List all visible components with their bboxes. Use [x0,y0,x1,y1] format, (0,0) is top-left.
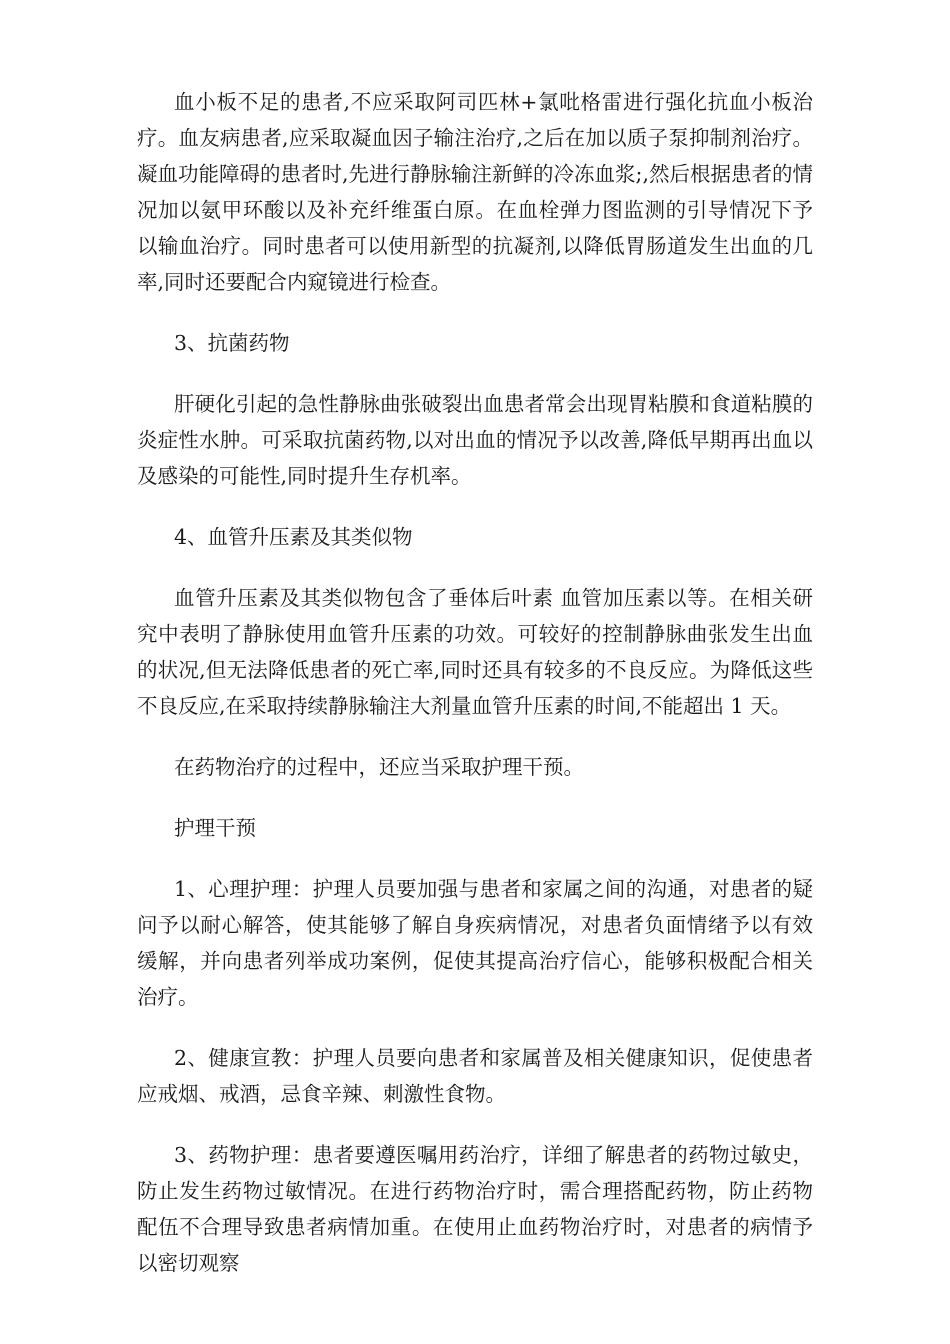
heading-nursing-intervention: 护理干预 [174,816,256,840]
paragraph-health-education: 2、健康宣教：护理人员要向患者和家属普及相关健康知识，促使患者应戒烟、戒酒，忌食辛辣、刺激性食物。 [137,1046,813,1106]
paragraph-medication-care: 3、药物护理：患者要遵医嘱用药治疗，详细了解患者的药物过敏史，防止发生药物过敏情况。在进行药物治疗时，需合理搭配药物，防止药物配伍不合理导致患者病情加重。在使用止血药物治疗时，对患者的病情予以密切观察 [137,1143,813,1275]
paragraph-hemostasis-treatment: 血小板不足的患者,不应采取阿司匹林+氯吡格雷进行强化抗血小板治疗。血友病患者,应采取凝血因子输注治疗,之后在加以质子泵抑制剂治疗。凝血功能障碍的患者时,先进行静脉输注新鲜的冷冻血浆;,然后根据患者的情况加以氨甲环酸以及补充纤维蛋白原。在血栓弹力图监测的引导情况下予以输血治疗。同时患者可以使用新型的抗凝剂,以降低胃肠道发生出血的几率,同时还要配合内窥镜进行检查。 [137,90,813,294]
paragraph-nursing-intro: 在药物治疗的过程中，还应当采取护理干预。 [174,755,584,779]
document-body [137,84,813,1306]
heading-vasopressin: 4、血管升压素及其类似物 [174,525,413,549]
heading-antibacterial-drugs: 3、抗菌药物 [174,331,290,355]
paragraph-vasopressin: 血管升压素及其类似物包含了垂体后叶素 血管加压素以等。在相关研究中表明了静脉使用血管升压素的功效。可较好的控制静脉曲张发生出血的状况,但无法降低患者的死亡率,同时还具有较多的不良反应。为降低这些不良反应,在采取持续静脉输注大剂量血管升压素的时间,不能超出 1 天。 [137,586,813,718]
paragraph-psychological-care: 1、心理护理：护理人员要加强与患者和家属之间的沟通，对患者的疑问予以耐心解答，使其能够了解自身疾病情况，对患者负面情绪予以有效缓解，并向患者列举成功案例，促使其提高治疗信心，能够积极配合相关治疗。 [137,877,813,1009]
paragraph-antibacterial-drugs: 肝硬化引起的急性静脉曲张破裂出血患者常会出现胃粘膜和食道粘膜的炎症性水肿。可采取抗菌药物,以对出血的情况予以改善,降低早期再出血以及感染的可能性,同时提升生存机率。 [137,392,813,488]
